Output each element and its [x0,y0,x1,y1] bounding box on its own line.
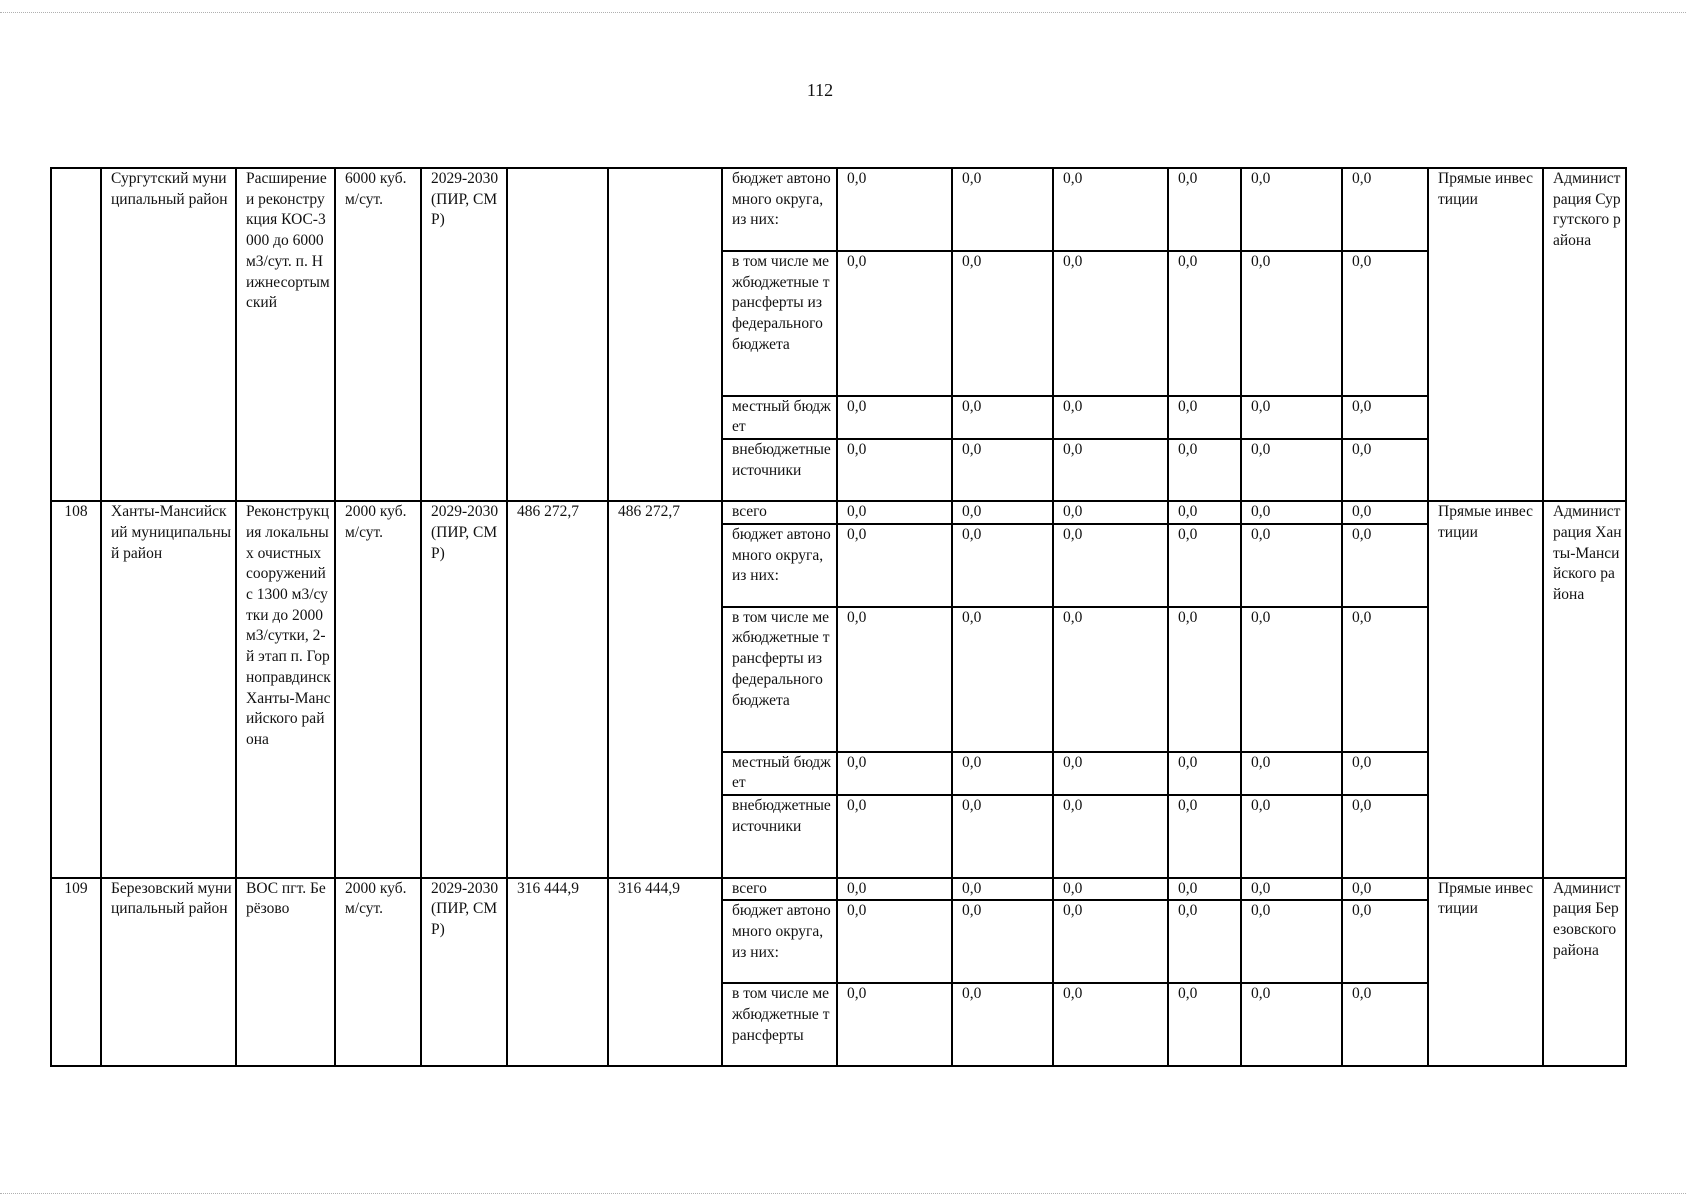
funding-value-cell: 0,0 [1342,168,1428,251]
funding-value-cell: 0,0 [1168,501,1241,524]
investment-form-cell: Прямые инвестиции [1428,501,1543,878]
funding-source-cell: всего [722,501,837,524]
funding-value-cell: 0,0 [1342,752,1428,795]
funding-source-cell: всего [722,878,837,901]
table-row [51,878,1626,901]
funding-value-cell: 0,0 [1241,439,1342,501]
investment-form-cell: Прямые инвестиции [1428,878,1543,1066]
funding-value-cell: 0,0 [1241,501,1342,524]
row-number [51,168,101,501]
funding-value-cell: 0,0 [1342,501,1428,524]
period-cell: 2029-2030 (ПИР, СМР) [421,168,507,501]
funding-value-cell: 0,0 [1342,524,1428,607]
funding-value-cell: 0,0 [1342,396,1428,439]
funding-value-cell: 0,0 [1241,524,1342,607]
responsible-cell: Администрация Сургутского района [1543,168,1626,501]
funding-value-cell: 0,0 [837,752,952,795]
cost-cell [507,168,608,501]
funding-source-cell: бюджет автономного округа, из них: [722,900,837,983]
funding-value-cell: 0,0 [1053,524,1168,607]
funding-value-cell: 0,0 [1053,501,1168,524]
funding-value-cell: 0,0 [1241,795,1342,878]
period-cell: 2029-2030 (ПИР, СМР) [421,878,507,1066]
funding-source-cell: местный бюджет [722,396,837,439]
funding-value-cell: 0,0 [1053,607,1168,752]
funding-source-cell: в том числе межбюджетные трансферты [722,983,837,1066]
total-cell: 486 272,7 [608,501,722,878]
funding-value-cell: 0,0 [837,439,952,501]
funding-value-cell: 0,0 [1342,795,1428,878]
funding-value-cell: 0,0 [1241,251,1342,396]
table-row [51,501,1626,524]
funding-value-cell: 0,0 [837,524,952,607]
scan-edge-top [0,12,1686,13]
total-cell: 316 444,9 [608,878,722,1066]
funding-value-cell: 0,0 [952,524,1053,607]
funding-value-cell: 0,0 [1168,524,1241,607]
funding-value-cell: 0,0 [1053,752,1168,795]
funding-value-cell: 0,0 [952,168,1053,251]
funding-source-cell: внебюджетные источники [722,795,837,878]
funding-value-cell: 0,0 [952,607,1053,752]
funding-value-cell: 0,0 [1241,900,1342,983]
funding-value-cell: 0,0 [1168,396,1241,439]
object-cell: ВОС пгт. Берёзово [236,878,335,1066]
funding-value-cell: 0,0 [1241,607,1342,752]
funding-value-cell: 0,0 [1168,878,1241,901]
funding-value-cell: 0,0 [1168,439,1241,501]
funding-source-cell: внебюджетные источники [722,439,837,501]
responsible-cell: Администрация Ханты-Мансийского района [1543,501,1626,878]
funding-source-cell: в том числе межбюджетные трансферты из федерального бюджета [722,251,837,396]
funding-value-cell: 0,0 [952,983,1053,1066]
funding-value-cell: 0,0 [1168,168,1241,251]
funding-value-cell: 0,0 [1168,983,1241,1066]
funding-value-cell: 0,0 [952,439,1053,501]
funding-value-cell: 0,0 [837,983,952,1066]
municipality-cell: Березовский муниципальный район [101,878,236,1066]
funding-value-cell: 0,0 [1053,439,1168,501]
total-cell [608,168,722,501]
funding-value-cell: 0,0 [952,900,1053,983]
object-cell: Реконструкция локальных очистных сооружений с 1300 м3/сутки до 2000 м3/сутки, 2-й этап п. Горноправдинск Ханты-Мансийского района [236,501,335,878]
funding-value-cell: 0,0 [1241,983,1342,1066]
funding-value-cell: 0,0 [1053,983,1168,1066]
funding-value-cell: 0,0 [837,396,952,439]
funding-value-cell: 0,0 [1241,752,1342,795]
funding-value-cell: 0,0 [1342,878,1428,901]
funding-value-cell: 0,0 [1053,795,1168,878]
investment-table [50,167,1627,1067]
funding-value-cell: 0,0 [837,900,952,983]
funding-value-cell: 0,0 [1342,251,1428,396]
funding-value-cell: 0,0 [1168,795,1241,878]
funding-value-cell: 0,0 [837,795,952,878]
funding-value-cell: 0,0 [1168,607,1241,752]
funding-value-cell: 0,0 [837,168,952,251]
funding-value-cell: 0,0 [837,878,952,901]
funding-value-cell: 0,0 [1241,878,1342,901]
responsible-cell: Администрация Березовского района [1543,878,1626,1066]
funding-value-cell: 0,0 [952,752,1053,795]
cost-cell: 486 272,7 [507,501,608,878]
capacity-cell: 6000 куб. м/сут. [335,168,421,501]
funding-value-cell: 0,0 [952,501,1053,524]
funding-value-cell: 0,0 [1342,900,1428,983]
capacity-cell: 2000 куб. м/сут. [335,878,421,1066]
funding-source-cell: в том числе межбюджетные трансферты из федерального бюджета [722,607,837,752]
municipality-cell: Ханты-Мансийский муниципальный район [101,501,236,878]
funding-value-cell: 0,0 [837,607,952,752]
funding-value-cell: 0,0 [837,251,952,396]
funding-value-cell: 0,0 [952,396,1053,439]
funding-value-cell: 0,0 [1053,900,1168,983]
funding-value-cell: 0,0 [1168,752,1241,795]
funding-value-cell: 0,0 [1241,168,1342,251]
funding-value-cell: 0,0 [1168,251,1241,396]
row-number: 109 [51,878,101,1066]
funding-value-cell: 0,0 [1053,396,1168,439]
object-cell: Расширение и реконструкция КОС-3000 до 6000 м3/сут. п. Нижнесортымский [236,168,335,501]
funding-value-cell: 0,0 [1342,983,1428,1066]
funding-value-cell: 0,0 [952,878,1053,901]
scan-edge-bottom [0,1193,1686,1194]
page-number: 112 [806,80,834,100]
funding-value-cell: 0,0 [1342,607,1428,752]
funding-source-cell: бюджет автономного округа, из них: [722,168,837,251]
funding-source-cell: бюджет автономного округа, из них: [722,524,837,607]
funding-value-cell: 0,0 [837,501,952,524]
funding-source-cell: местный бюджет [722,752,837,795]
funding-value-cell: 0,0 [1241,396,1342,439]
cost-cell: 316 444,9 [507,878,608,1066]
period-cell: 2029-2030 (ПИР, СМР) [421,501,507,878]
funding-value-cell: 0,0 [952,795,1053,878]
row-number: 108 [51,501,101,878]
funding-value-cell: 0,0 [1053,168,1168,251]
funding-value-cell: 0,0 [1168,900,1241,983]
funding-value-cell: 0,0 [952,251,1053,396]
investment-form-cell: Прямые инвестиции [1428,168,1543,501]
funding-value-cell: 0,0 [1053,878,1168,901]
capacity-cell: 2000 куб. м/сут. [335,501,421,878]
funding-value-cell: 0,0 [1053,251,1168,396]
municipality-cell: Сургутский муниципальный район [101,168,236,501]
funding-value-cell: 0,0 [1342,439,1428,501]
table-row [51,168,1626,251]
